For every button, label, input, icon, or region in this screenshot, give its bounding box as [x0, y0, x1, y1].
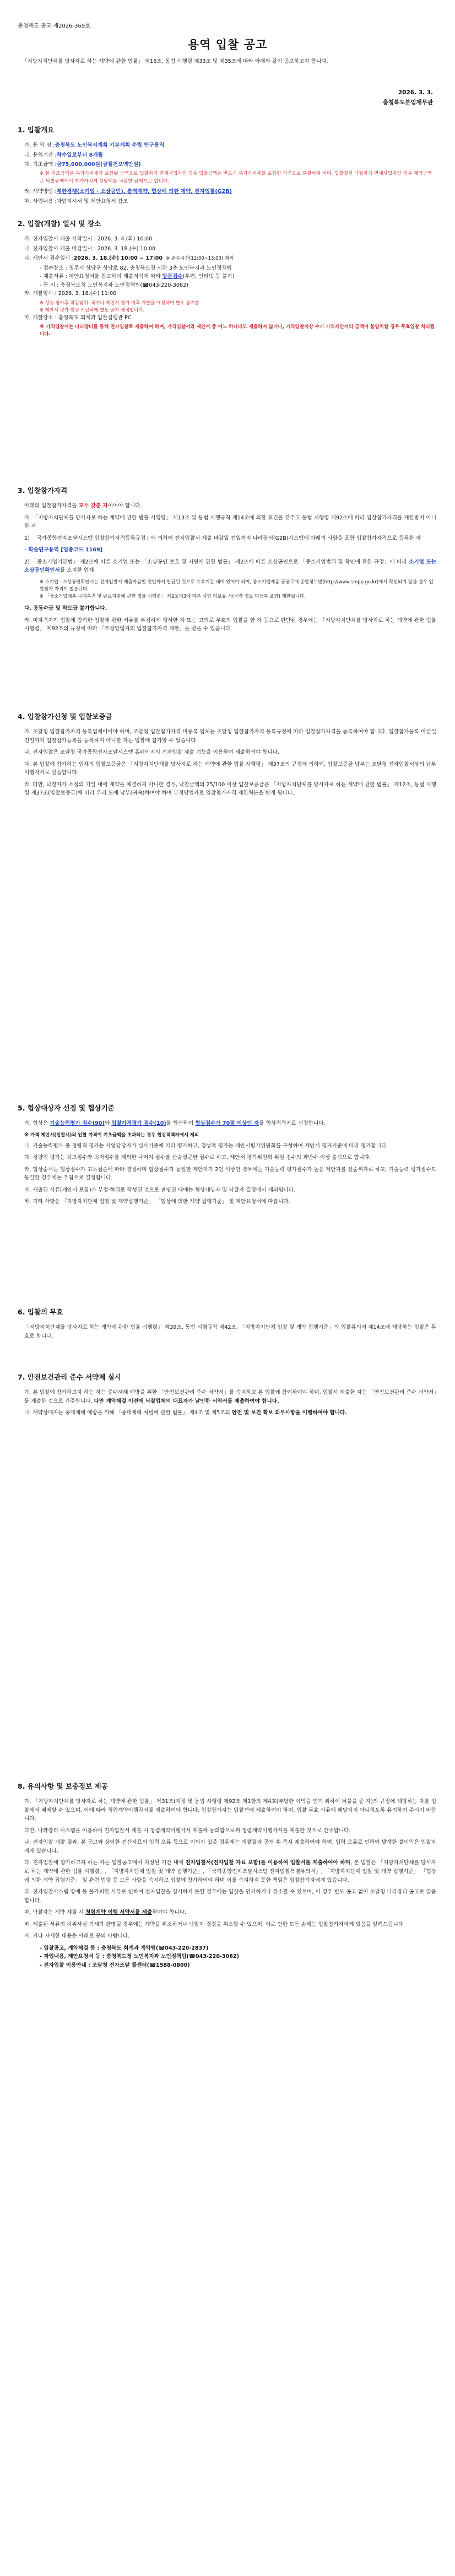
notice-number: 충청북도 공고 제2026-369호	[18, 23, 90, 29]
notes-item-1b: 다만, 나라장터 시스템을 이용하여 전자입찰서 제출 시 청렴계약이행각서 제출에 동의함으로써 청렴계약이행각서를 제출한 것으로 간주합니다.	[24, 1827, 351, 1834]
business-content: 과업지시서 및 제안요청서 참조	[56, 198, 128, 205]
qualification-item-2: 1) 「국가종합전자조달시스템 입찰참가자격등록규정」에 의하여 전자입찰서 제출 마감일 전일까지 나라장터(G2B)시스템에 아래의 사항을 포함 입찰참가자격으로 등록한 자	[24, 535, 421, 541]
opening-note-1: ※ 성능 평가후 작동범위: 국가나 제안서 평가 이후 개찰을 예정하며 별도 공지함	[40, 299, 199, 305]
deposit-item-1: 가. 조달청 입찰참가자격 등록업체이어야 하며, 조달청 입찰참가자격 미등록 업체는 조달청 입찰참가자격 등록규정에 따라 입찰참가자격을 등록하여야 합니다. 입찰참가등록 마감일 전일까지 입찰참가등록을 등록하지 아니한 자는 입찰에 참가할 수 없습니다.	[24, 729, 436, 744]
bid-deadline: 나. 전자입찰서 제출 마감일시 : 2026. 3. 18.(수) 10:00	[24, 245, 156, 252]
notes-item-4: 라. 전자입찰시스템 장애 등 불가피한 사유로 인하여 전자입찰을 실시하지 못할 경우에는 입찰을 연기하거나 취소할 수 있으며, 이 경우 별도 공고 없이 조달청 나라장터 공고로 갈음합니다.	[24, 1889, 436, 1904]
tech-score: 기술능력평가 점수(90)	[50, 1120, 105, 1127]
notes-item-6: 바. 제출된 서류의 허위사실 기재가 판명될 경우에는 계약을 취소하거나 낙찰자 결정을 취소할 수 있으며, 이로 인한 모든 손해는 입찰참가자에게 있음을 알려드립니다.	[24, 1921, 405, 1928]
opening-time: 라. 개찰일시 : 2026. 3. 18.(수) 11:00	[24, 291, 117, 297]
notes-item-1: 가. 「지방자치단체를 당사자로 하는 계약에 관한 법률」 제31조(지정 및 동법 시행령 제92조 제1항의 제4호(부당한 이익을 얻기 위하여 뇌물을 준 자)의 규정에 해당하는 자를 입찰에서 배제할 수 있으며, 이에 따라 청렴계약이행각서를 제출하여야 합니다. 입찰참가자는 입찰전에 제출하여야 하며, 입찰 무효 사유에 해당되지 아니하도록 유의하여 주시기 바랍니다.	[24, 1799, 436, 1822]
notes-item-7: 사. 기타 자세한 내용은 아래로 문의 바랍니다.	[24, 1933, 130, 1940]
intro-paragraph: 「지방자치단체를 당사자로 하는 계약에 관한 법률」 제16조, 동법 시행령 제33조 및 제35조에 따라 아래와 같이 공고하고자 합니다.	[22, 58, 328, 65]
contact-task: - 과업내용, 제안요청서 등 : 충청북도청 노인복지과 노인정책팀(☎043-220-3062)	[40, 1954, 239, 1960]
invalid-bid-note: ※ 가격입찰서는 나라장터를 통해 전자입찰로 제출하여 하며, 가격입찰서와 제안서 중 어느 하나라도 제출하지 않거나, 가격입찰서상 수기 가격제안서의 금액이 불일치할 경우 무효입찰 처리됩니다.	[40, 324, 435, 337]
opening-place: 마. 개찰장소 : 충청북도 회계과 입찰집행관 PC	[24, 315, 132, 321]
negotiation-item-1: 가. 협상은 기술능력평가 점수(90)와 입찰가격평가 점수(10)를 합산하여 협상점수가 70점 이상인 자를 협상적격자로 선정합니다.	[24, 1120, 326, 1127]
safety-item-2: 나. 계약상대자는 중대재해 예방을 위해 「중대재해 처벌에 관한 법률」 제4조 및 제5조의 안전 및 보건 확보 의무사항을 이행하여야 합니다.	[24, 1410, 347, 1416]
qualification-item-1: 가. 「지방자치단체를 당사자로 하는 계약에 관한 법률 시행령」 제13조 및 동법 시행규칙 제14조에 의한 요건을 갖추고 동법 시행령 제92조에 따라 입찰참가자격을 제한받지 아니한 자	[24, 514, 436, 530]
section-title: 3. 입찰참가자격	[18, 486, 68, 495]
service-name: 충청북도 노인복지계획 기본계획 수립 연구용역	[55, 142, 165, 149]
contract-method: 제한경쟁(소기업 · 소상공인), 총액계약, 협상에 의한 계약, 전자입찰(G2B)	[56, 189, 232, 195]
industry-code: - 학술연구용역 [업종코드 1169]	[24, 547, 103, 554]
lunch-exclusion-note: ※ 준수시간(12:00~13:00) 제외	[166, 255, 234, 261]
section-title: 5. 협상대상자 선정 및 협상기준	[18, 1104, 115, 1112]
section-title: 8. 유의사항 및 보충정보 제공	[18, 1782, 108, 1790]
section-title: 6. 입찰의 무효	[18, 1308, 63, 1316]
deposit-item-4: 라. 다만, 낙찰자가 소정의 기일 내에 계약을 체결하지 아니한 경우, 낙찰금액의 25/100 이상 입찰보증금은 「지방자치단체를 당사자로 하는 계약에 관한 법률」 제12조, 동법 시행령 제37조(입찰보증금)에 따라 우리 도에 납부(귀속)하여야 하며 부정당업자로 입찰참가자격 제한처분을 받게 됩니다.	[24, 781, 436, 797]
contact-inquiry: - 문 의 : 충청북도청 노인복지과 노인정책팀(☎043-220-3062)	[40, 282, 188, 288]
integrity-pledge: 청렴계약 이행 서약서를 제출	[85, 1909, 153, 1916]
negotiation-item-4: 라. 협상순서는 협상점수가 고득점순에 따라 결정하며 협상점수가 동일한 제안자가 2인 이상인 경우에는 기술능력 평가점수가 높은 제안자를 선순위자로 하고, 기술능력 평가점수도 동일한 경우에는 추첨으로 결정합니다.	[24, 1166, 436, 1182]
service-name-label: 가. 용 역 명 :	[24, 142, 55, 149]
safety-pledge-required: 다만 계약체결 이전에 낙찰업체의 대표자가 날인한 서약서를 제출하여야 합니다.	[94, 1398, 279, 1404]
section-schedule	[18, 218, 436, 339]
base-amount: 금75,000,000원(금칠천오백만원)	[56, 162, 141, 168]
submit-docs: - 제출서류 : 제안요청서를 참고하여 제출서식에 따라 방문접수(우편, 인터넷 등 불가)	[40, 273, 235, 280]
visit-submission: 방문접수	[162, 273, 183, 280]
notice-date: 2026. 3. 3.	[398, 89, 433, 96]
section-title: 1. 입찰개요	[18, 126, 55, 134]
issuing-org: 충청북도분임재무관	[382, 99, 433, 106]
period-value: 착수일로부터 8개월	[56, 152, 103, 158]
negotiation-item-2: 나. 기술능력평가 중 정량적 평가는 사업담당자가 심사기준에 따라 평가하고, 정성적 평가는 제안서평가위원회를 구성하여 제안서 평가기준에 따라 평가합니다.	[24, 1142, 388, 1149]
section-negotiation	[18, 1103, 436, 1210]
notes-item-3: 다. 전자입찰에 참가하고자 하는 자는 입찰공고에서 지정된 기간 내에 전자입찰서(전자입찰 자료 포함)를 이용하여 입찰서를 제출하여야 하며, 본 입찰은 「지방자치단체를 당사자로 하는 계약에 관한 법률 시행령」, 「지방자치단체 입찰 및 계약 집행기준」, 「국가종합전자조달시스템 전자입찰특별유의서」, 「지방자치단체 입찰 및 계약 집행기준」 「협상에 의한 계약 집행기준」 및 관련 법령 등 모든 사항을 숙지하고 입찰에 참가하여야 하며 이를 숙지하지 못한 책임은 입찰참가자에게 있습니다.	[24, 1860, 436, 1883]
pass-threshold: 협상점수가 70점 이상인 자	[195, 1120, 259, 1127]
section-qualification	[18, 485, 436, 637]
qualification-intro: 아래의 입찰참가자격을 모두 갖춘 자이어야 합니다.	[24, 503, 142, 509]
proposal-receipt-label: 다. 제안서 접수일시 :	[24, 255, 74, 262]
small-biz-cert: 소기업 또는 소상공인확인서	[24, 559, 436, 574]
negotiation-item-6: 바. 기타 사항은 「지방자치단체 입찰 및 계약집행기준」 「협상에 의한 계약 집행기준」 및 제안요청서에 따릅니다.	[24, 1199, 290, 1205]
receipt-place: - 접수장소 : 청주시 상당구 상당로 82, 충청북도청 서관 3층 노인복지과 노인정책팀	[40, 265, 232, 271]
section-notes	[18, 1781, 436, 1969]
opening-note-2: ※ 제안서 평가 일정 시급하게 별도 공지 예정입니다.	[40, 307, 145, 313]
invalid-paragraph: 「지방자치단체를 당사자로 하는 계약에 관한 법률 시행령」 제39조, 동법 시행규칙 제42조, 「지방자치단체 입찰 및 계약 집행기준」의 입찰유의서 제14조에 해당하는 입찰은 무효로 합니다.	[24, 1324, 436, 1339]
section-title: 4. 입찰참가신청 및 입찰보증금	[18, 712, 112, 721]
contact-callcenter-value: 조달청 전자조달 콜센터(☎1588-0800)	[92, 1962, 190, 1968]
contact-contract-value: 충청북도 회계과 계약팀(☎043-220-2837)	[101, 1945, 209, 1951]
bid-start: 가. 전자입찰서 제출 시작일시 : 2026. 3. 4.(화) 10:00	[24, 236, 153, 243]
negotiation-item-5: 마. 제출된 서류(제안서 포함)가 부정·허위로 작성된 것으로 판명된 때에는 협상대상자 및 낙찰자 결정에서 제외됩니다.	[24, 1187, 295, 1193]
section-title: 2. 입찰(개찰) 일시 및 장소	[18, 219, 101, 228]
section-deposit	[18, 711, 436, 801]
content-label: 마. 사업내용 :	[24, 198, 57, 205]
proposal-receipt-time: 2026. 3. 18.(수) 10:00 ~ 17:00	[73, 255, 163, 262]
sanction-note: 라. 미자격자가 입찰에 참가한 입찰에 관한 서류를 부정하게 행사한 자 또는 고의로 무효의 입찰을 한 자 등으로 판단된 경우에는 「지방자치단체를 당사자로 하는 계약에 관한 법률 시행령」 제92조의 규정에 따라 「부정당업자의 입찰참가자격 제한」을 받을 수 있습니다.	[24, 617, 436, 632]
notes-item-2: 나. 전자입찰 개찰 결과, 본 공고와 상이한 전산자료의 입력 오류 등으로 이의가 있을 경우에는 개찰결과 공개 후 즉시 제출하여야 하며, 입력 오류로 인하여 발생한 불이익은 입찰자에게 있습니다.	[24, 1839, 436, 1854]
deposit-item-2: 나. 전자입찰은 조달청 국가종합전자조달시스템 홈페이지의 전자입찰 제출 기능을 이용하여 제출하셔야 합니다.	[24, 749, 279, 756]
e-bid-submit: 전자입찰서(전자입찰 자료 포함)를 이용하여 입찰서를 제출하여야 하며	[185, 1860, 350, 1866]
safety-duty: 안전 및 보건 확보 의무사항을 이행하여야 합니다.	[231, 1410, 347, 1416]
page-title: 용역 입찰 공고	[187, 38, 268, 51]
small-biz-note: ※ 소기업 · 소상공인확인서는 전자입찰서 제출마감일 전일까지 발급된 것으로 유효기간 내에 있어야 하며, 중소기업제품 공공구매 종합정보망(http://www.smpp.go.kr)에서 확인되지 않을 경우 입찰참가 자격이 없습니다.	[40, 578, 434, 592]
price-exclusion-note: ※ 가격 제안서(입찰서)의 입찰 가격이 기초금액을 초과하는 경우 협상적격자에서 제외	[24, 1131, 199, 1137]
safety-item-1: 가. 본 입찰에 참가하고자 하는 자는 중대재해 예방을 위한 「안전보건관리 준수 서약서」를 숙지하고 본 입찰에 참여하여야 하며, 입찰시 제출한 자는 「안전보건관리 준수 서약서」를 제출한 것으로 간주합니다. 다만 계약체결 이전에 낙찰업체의 대표자가 날인한 서약서를 제출하여야 합니다.	[24, 1389, 436, 1404]
contact-contract: - 입찰공고, 계약체결 등 : 충청북도 회계과 계약팀(☎043-220-2837)	[40, 1945, 209, 1951]
method-label: 라. 계약방법 :	[24, 189, 57, 195]
no-joint-bid: 다. 공동수급 및 하도급 불가합니다.	[24, 605, 107, 612]
price-score: 입찰가격평가 점수(10)	[111, 1120, 166, 1127]
base-amount-label: 다. 기초금액 :	[24, 162, 57, 168]
contact-callcenter: - 전자입찰 이용안내 : 조달청 전자조달 콜센터(☎1588-0800)	[40, 1962, 190, 1968]
negotiation-item-3: 다. 정량적 평가는 최고점수와 최저점수를 제외한 나머지 점수를 산술평균한 점수로 하고, 제안서 평가위원회 위원 정수의 과반수 이상 출석으로 합니다.	[24, 1155, 371, 1161]
section-safety	[18, 1372, 436, 1421]
section-invalid	[18, 1307, 436, 1344]
notes-item-5: 마. 낙찰자는 계약 체결 시 청렴계약 이행 서약서를 제출하여야 합니다.	[24, 1909, 186, 1916]
period-label: 나. 용역기간 :	[24, 152, 57, 158]
vat-note: ※ 본 기초금액은 부가가치세가 포함된 금액으로 입찰자가 면세사업자인 경우 입찰금액은 반드시 부가가치세를 포함한 가격으로 투찰하여 하며, 입찰결과 낙찰자가 면세사업자인 경우 계약금액은 낙찰금액에서 부가가치세 상당액을 차감한 금액으로 합니다.	[40, 170, 432, 184]
small-biz-note-2: ※ 「중소기업제품 구매촉진 및 판로지원에 관한 법률 시행령」 제2조의3에 따른 사항 미보유 시(국가 정보 미등록 포함) 제한됩니다.	[40, 593, 306, 599]
deposit-item-3: 다. 본 입찰에 참가하는 업체의 입찰보증금은 「지방자치단체를 당사자로 하는 계약에 관한 법률 시행령」 제37조의 규정에 의하여, 입찰보증금 납부는 조달청 전자입찰서상의 납부이행각서로 갈음합니다.	[24, 761, 436, 776]
all-requirements: 모두 갖춘 자	[78, 503, 108, 509]
section-overview	[18, 125, 436, 207]
qualification-item-3: 2) 「중소기업기본법」 제2조에 따른 소기업 또는 「소상공인 보호 및 지원에 관한 법률」 제2조에 따른 소상공인으로 「중소기업범위 및 확인에 관한 규정」에 따라 소기업 또는 소상공인확인서를 소지한 업체	[24, 559, 436, 574]
section-title: 7. 안전보건관리 준수 서약제 실시	[18, 1373, 121, 1381]
contact-task-value: 충청북도청 노인복지과 노인정책팀(☎043-220-3062)	[106, 1954, 239, 1960]
